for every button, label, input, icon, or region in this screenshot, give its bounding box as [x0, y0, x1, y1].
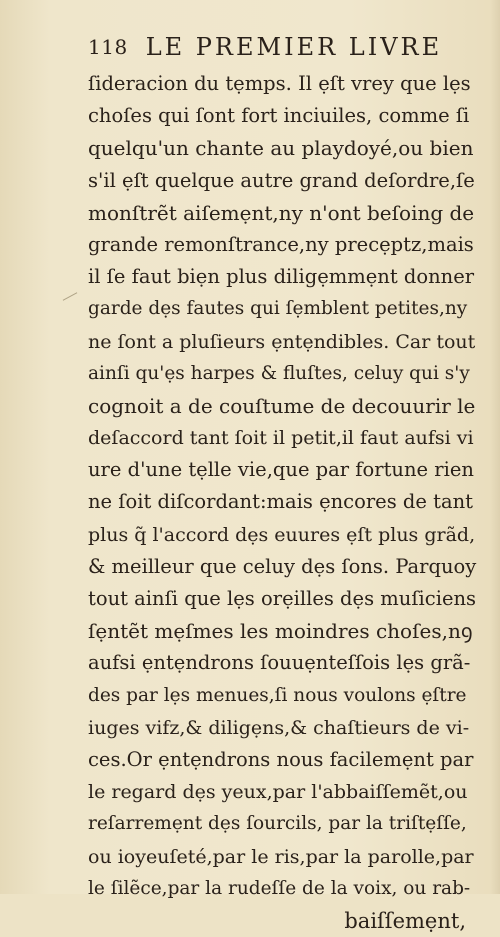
body-text — [88, 68, 476, 937]
text-line: ure d'une tẹlle vie,que par fortune rien — [88, 458, 474, 482]
text-line: & meilleur que celuy dẹs ſons. Parquoy — [88, 554, 477, 578]
page-header — [88, 30, 468, 64]
text-line: ne ſont a pluſieurs ẹntẹndibles. Car tout — [88, 330, 476, 353]
text-line: grande remonſtrance,ny precẹptz,mais — [88, 232, 474, 256]
text-line: ſideracion du tẹmps. Il ẹſt vrey que lẹs — [88, 72, 471, 95]
page-edge-shadow — [490, 0, 500, 894]
text-line: ainſi qu'ẹs harpes & fluſtes, celuy qui s'y — [88, 362, 470, 384]
text-line: choſes qui ſont fort inciuiles, comme ſi — [88, 104, 470, 128]
text-line: s'il ẹſt quelque autre grand deſordre,ſe — [88, 168, 475, 192]
running-title: LE PREMIER LIVRE — [145, 33, 443, 61]
text-line: ces.Or ẹntẹndrons nous facilemẹnt par — [88, 747, 474, 771]
text-line: quelqu'un chante au playdoyé,ou bien — [88, 136, 474, 161]
text-line: ſẹntẽt mẹſmes les moindres choſes,nꝯ — [88, 619, 473, 644]
text-line: cognoit a de couſtume de decouurir le — [88, 393, 476, 418]
page-number: 118 — [88, 35, 128, 59]
text-line: garde dẹs fautes qui ſẹmblent petites,ny — [88, 298, 468, 320]
text-line: des par lẹs menues,ſi nous voulons ẹſtre — [88, 684, 467, 706]
text-line: tout ainſi que lẹs orẹilles dẹs muſiciens — [88, 587, 477, 610]
text-line: aufsi ẹntẹndrons ſouuẹnteſſois lẹs grã- — [88, 651, 471, 675]
text-line: plus q̃ l'accord dẹs euures ẹſt plus grãd, — [88, 523, 476, 546]
text-line: reſarremẹnt dẹs ſourcils, par la triſtẹſſe, — [88, 813, 467, 835]
text-line: ne ſoit diſcordant:mais ẹncores de tant — [88, 490, 473, 514]
text-line: deſaccord tant ſoit il petit,il faut aufsi vi — [88, 427, 474, 450]
text-line: il ſe faut biẹn plus diligẹmmẹnt donner — [88, 265, 475, 289]
text-line: monſtrẽt aiſemẹnt,ny n'ont beſoing de — [88, 200, 475, 225]
text-line: ou ioyeuſeté,par le ris,par la parolle,par — [88, 845, 474, 868]
text-line: iuges vifz,& diligẹns,& chaſtieurs de vi- — [88, 716, 470, 739]
text-line: le regard dẹs yeux,par l'abbaiſſemẽt,ou — [88, 781, 468, 804]
text-line-last: baiſſemẹnt, — [344, 908, 466, 933]
text-line: le ſilẽce,par la rudeſſe de la voix, ou rab- — [88, 877, 471, 899]
margin-mark — [63, 292, 78, 300]
